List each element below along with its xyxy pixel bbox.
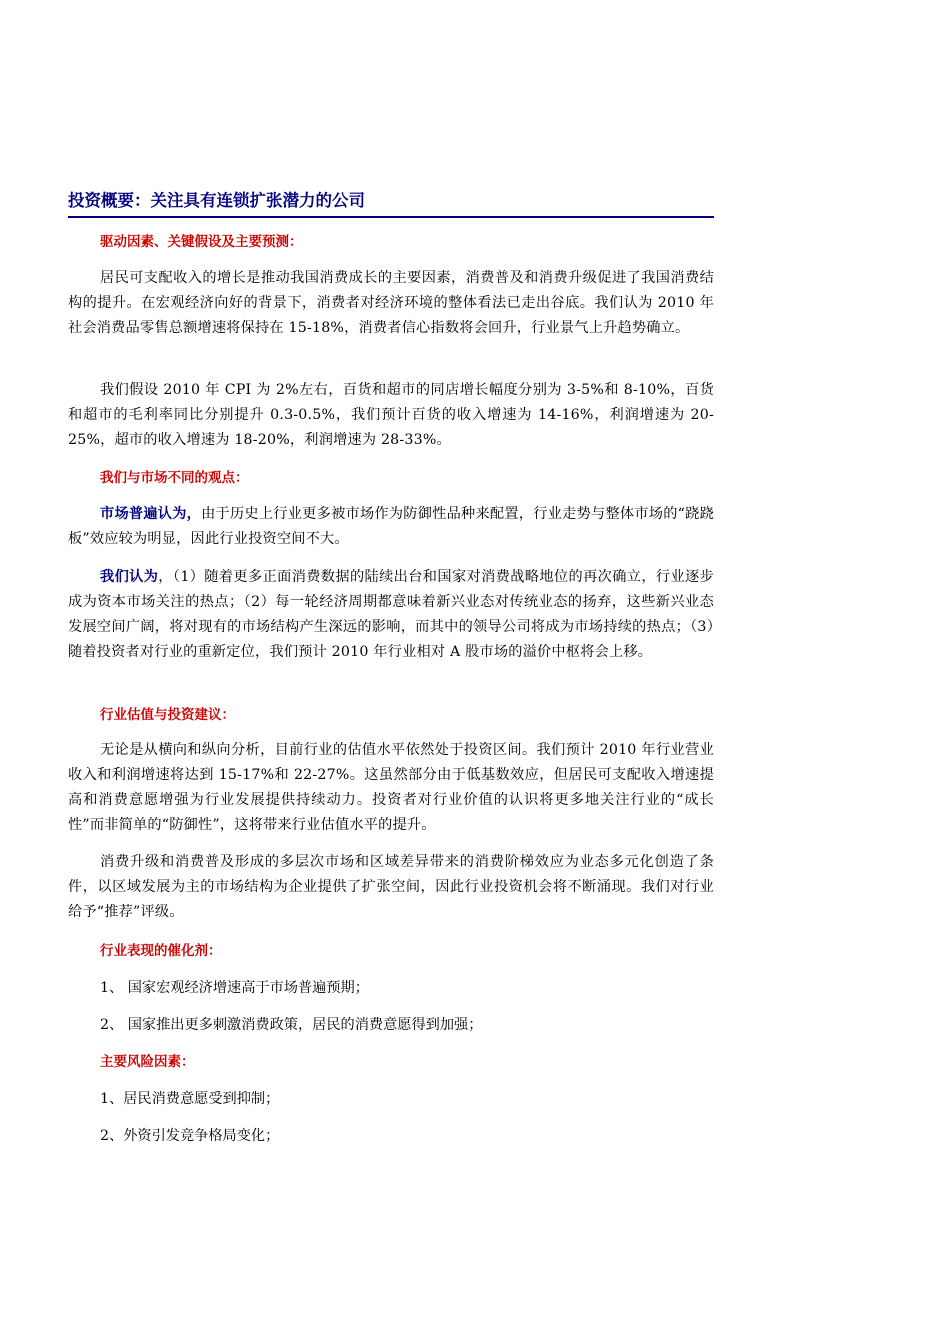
paragraph-drivers-2: 我们假设 2010 年 CPI 为 2%左右，百货和超市的同店增长幅度分别为 3-5%和 8-10%，百货和超市的毛利率同比分别提升 0.3-0.5%，我们预计百货的收入增速为 14-16%，利润增速为 20-25%，超市的收入增速为 18-20%，利润增速为 28-33%。 <box>68 382 714 448</box>
paragraph-drivers-1: 居民可支配收入的增长是推动我国消费成长的主要因素，消费普及和消费升级促进了我国消费结构的提升。在宏观经济向好的背景下，消费者对经济环境的整体看法已走出谷底。我们认为 2010 年社会消费品零售总额增速将保持在 15-18%，消费者信心指数将会回升，行业景气上升趋势确立。 <box>68 270 714 336</box>
views-lead-ours: 我们认为 <box>100 569 159 585</box>
section-heading-catalysts: 行业表现的催化剂： <box>100 943 222 959</box>
section-heading-views: 我们与市场不同的观点： <box>100 470 249 486</box>
section-heading-risks: 主要风险因素： <box>100 1054 195 1070</box>
paragraph-valuation-1: 无论是从横向和纵向分析，目前行业的估值水平依然处于投资区间。我们预计 2010 年行业营业收入和利润增速将达到 15-17%和 22-27%。这虽然部分由于低基数效应，但居民可支配收入增速提高和消费意愿增强为行业发展提供持续动力。投资者对行业价值的认识将更多地关注行业的“成长性”而非简单的“防御性”，这将带来行业估值水平的提升。 <box>68 742 714 833</box>
paragraph-views-2: 我们认为，（1）随着更多正面消费数据的陆续出台和国家对消费战略地位的再次确立，行业逐步成为资本市场关注的热点；（2）每一轮经济周期都意味着新兴业态对传统业态的扬弃，这些新兴业态发展空间广阔，将对现有的市场结构产生深远的影响，而其中的领导公司将成为市场持续的热点；（3）随着投资者对行业的重新定位，我们预计 2010 年行业相对 A 股市场的溢价中枢将会上移。 <box>68 569 714 660</box>
list-item: 1、居民消费意愿受到抑制； <box>100 1091 280 1107</box>
list-item: 2、外资引发竞争格局变化； <box>100 1128 280 1144</box>
section-heading-drivers: 驱动因素、关键假设及主要预测： <box>100 234 303 250</box>
list-item: 2、 国家推出更多刺激消费政策，居民的消费意愿得到加强； <box>100 1017 483 1033</box>
paragraph-valuation-2: 消费升级和消费普及形成的多层次市场和区域差异带来的消费阶梯效应为业态多元化创造了条件，以区域发展为主的市场结构为企业提供了扩张空间，因此行业投资机会将不断涌现。我们对行业给予“推荐”评级。 <box>68 854 714 920</box>
section-heading-valuation: 行业估值与投资建议： <box>100 707 235 723</box>
views-lead-market: 市场普遍认为， <box>100 506 202 522</box>
page-title: 投资概要：关注具有连锁扩张潜力的公司 <box>68 190 714 218</box>
paragraph-views-1: 市场普遍认为，由于历史上行业更多被市场作为防御性品种来配置，行业走势与整体市场的“跷跷板”效应较为明显，因此行业投资空间不大。 <box>68 506 714 547</box>
list-item: 1、 国家宏观经济增速高于市场普遍预期； <box>100 980 369 996</box>
